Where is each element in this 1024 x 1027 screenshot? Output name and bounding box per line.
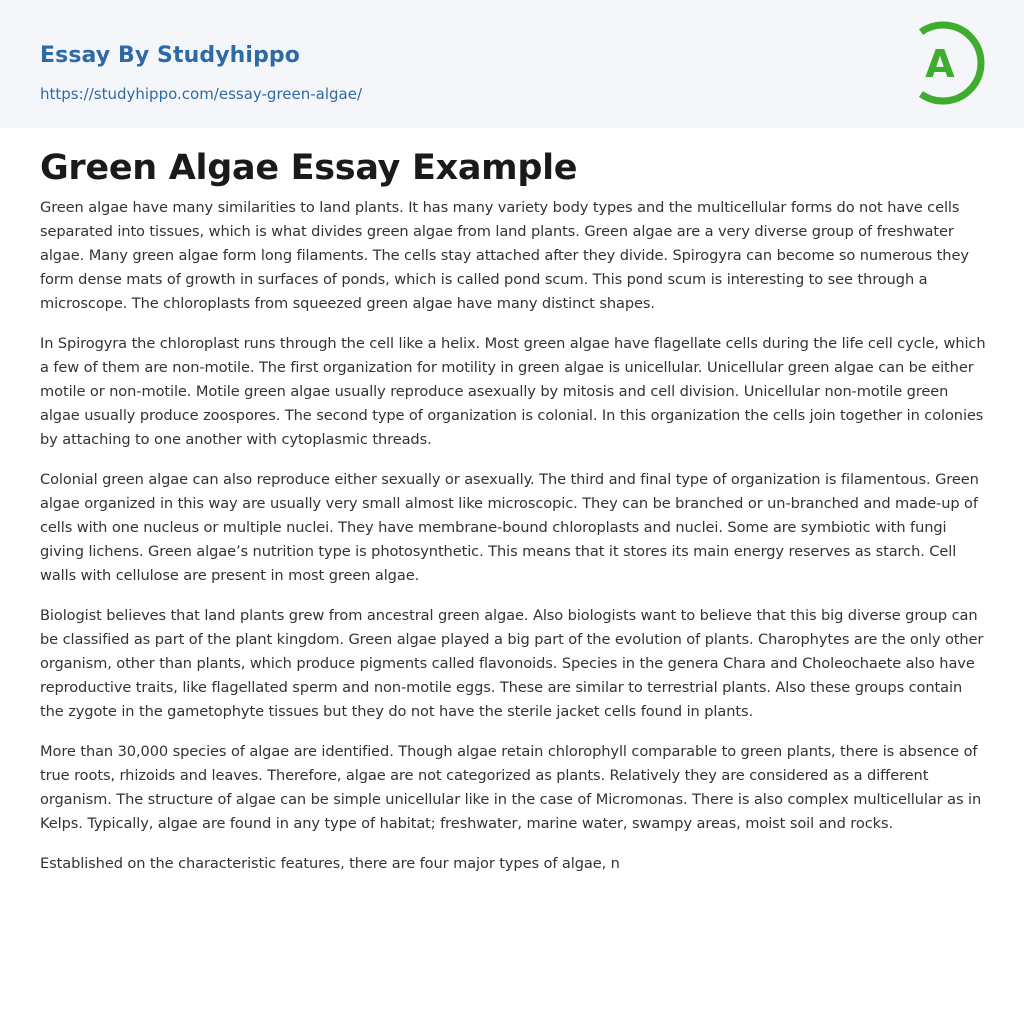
paragraph-3: Colonial green algae can also reproduce either sexually or asexually. The third and final type of organization is filamentous. Green algae organized in this way are usually very small almost like microscopic. They can be branched or un-branched and made-up of cells with one nucleus or multiple nuclei. They have membrane-bound chloroplasts and nuclei. Some are symbiotic with fungi giving lichens. Green algae’s nutrition type is photosynthetic. This means that it stores its main energy reserves as starch. Cell walls with cellulose are present in most green algae.	[40, 471, 979, 584]
paragraph-5: More than 30,000 species of algae are identified. Though algae retain chlorophyll comparable to green plants, there is absence of true roots, rhizoids and leaves. Therefore, algae are not categorized as plants. Relatively they are considered as a different organism. The structure of algae can be simple unicellular like in the case of Micromonas. There is also complex multicellular as in Kelps. Typically, algae are found in any type of habitat; freshwater, marine water, swampy areas, moist soil and rocks.	[40, 743, 982, 832]
studyhippo-logo-icon[interactable]	[906, 13, 996, 113]
paragraph-4: Biologist believes that land plants grew from ancestral green algae. Also biologists want to believe that this big diverse group can be classified as part of the plant kingdom. Green algae played a big part of the evolution of plants. Charophytes are the only other organism, other than plants, which produce pigments called flavonoids. Species in the genera Chara and Choleochaete also have reproductive traits, like flagellated sperm and non-motile eggs. These are similar to terrestrial plants. Also these groups contain the zygote in the gametophyte tissues but they do not have the sterile jacket cells found in plants.	[40, 607, 984, 720]
logo-letter: A	[925, 42, 955, 86]
paragraph-1: Green algae have many similarities to land plants. It has many variety body types and the multicellular forms do not have cells separated into tissues, which is what divides green algae from land plants. Green algae are a very diverse group of freshwater algae. Many green algae form long filaments. The cells stay attached after they divide. Spirogyra can become so numerous they form dense mats of growth in surfaces of ponds, which is called pond scum. This pond scum is interesting to see through a microscope. The chloroplasts from squeezed green algae have many distinct shapes.	[40, 199, 969, 312]
essay-title: Green Algae Essay Example	[40, 148, 578, 188]
site-brand[interactable]: Essay By Studyhippo	[40, 43, 300, 68]
paragraph-6-truncated: Established on the characteristic features, there are four major types of algae, n	[40, 855, 620, 872]
site-header	[0, 0, 1024, 128]
essay-url-link[interactable]: https://studyhippo.com/essay-green-algae/	[40, 85, 363, 103]
paragraph-2: In Spirogyra the chloroplast runs through the cell like a helix. Most green algae have flagellate cells during the life cell cycle, which a few of them are non-motile. The first organization for motility in green algae is unicellular. Unicellular green algae can be either motile or non-motile. Motile green algae usually reproduce asexually by mitosis and cell division. Unicellular non-motile green algae usually produce zoospores. The second type of organization is colonial. In this organization the cells join together in colonies by attaching to one another with cytoplasmic threads.	[40, 335, 986, 448]
article	[40, 142, 986, 892]
